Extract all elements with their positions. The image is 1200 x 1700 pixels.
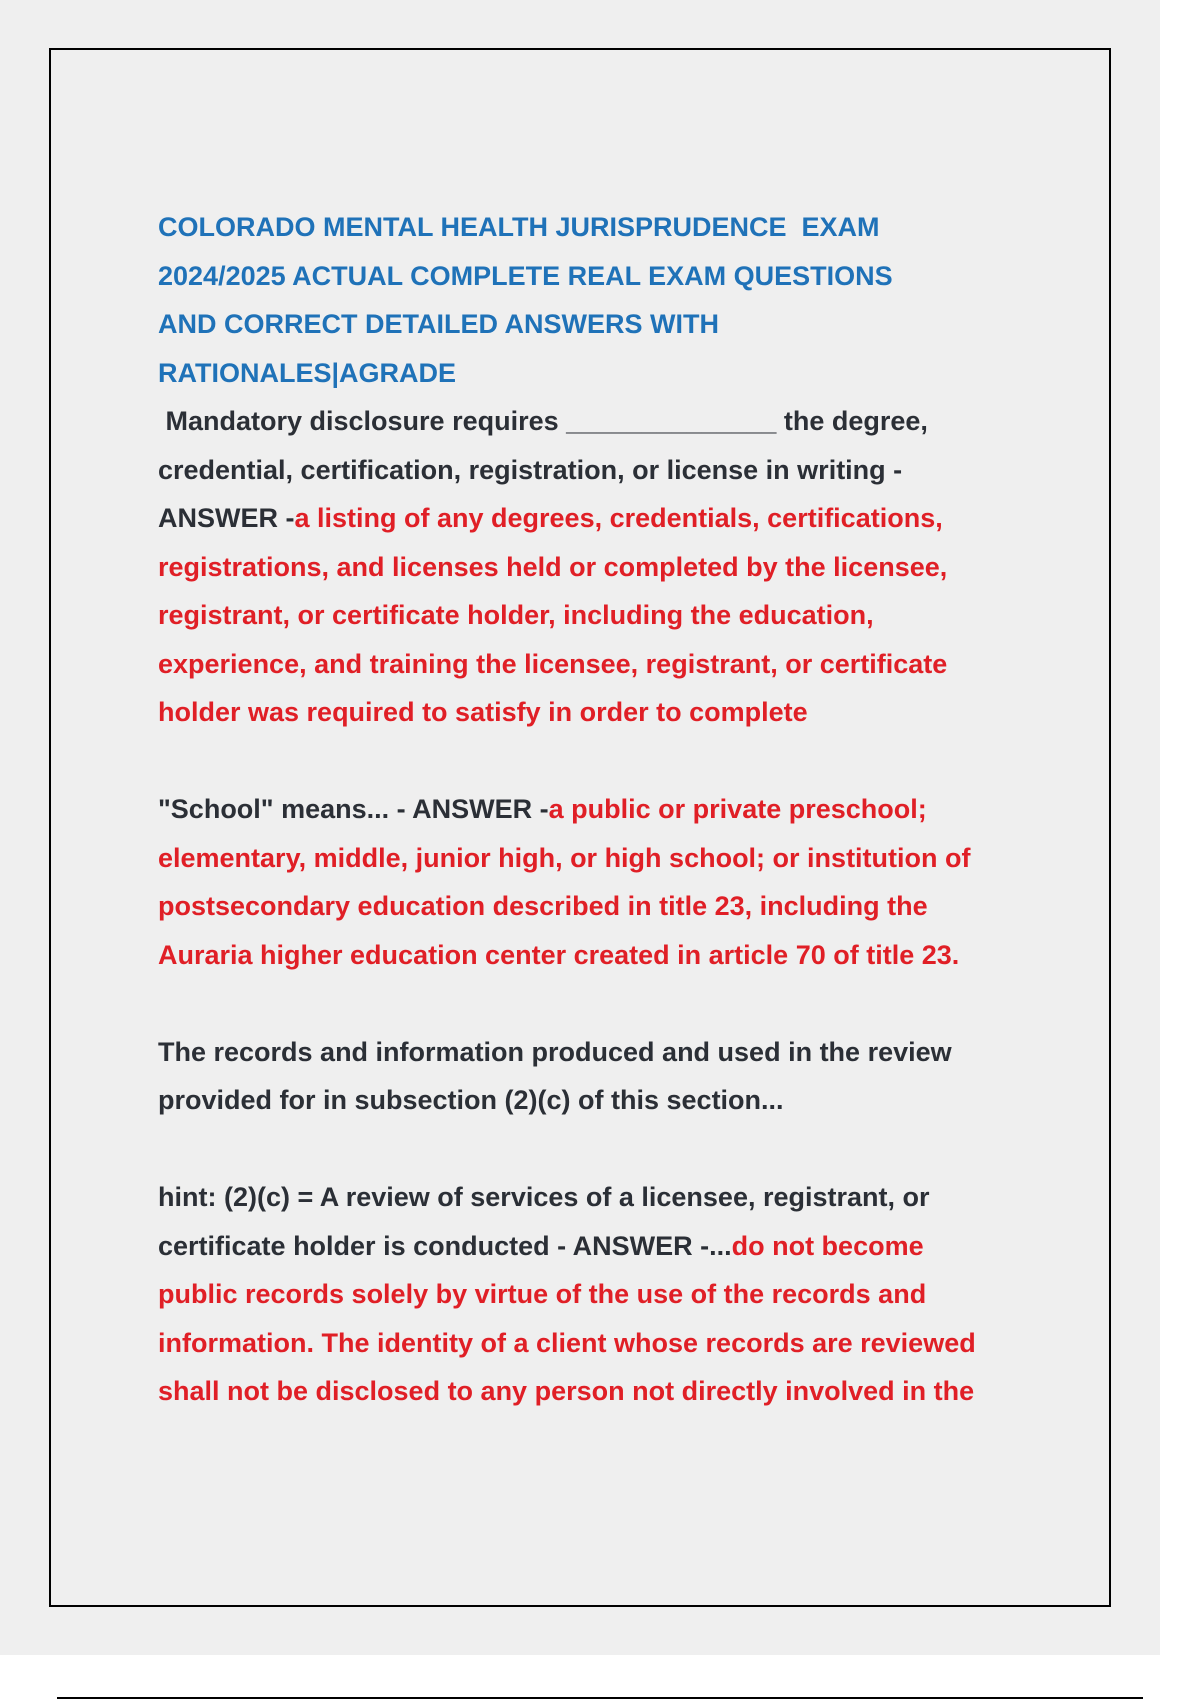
paragraph-gap xyxy=(158,737,1038,786)
question-text: The records and information produced and used in the review xyxy=(158,1036,952,1067)
question-text: hint: (2)(c) = A review of services of a licensee, registrant, or xyxy=(158,1182,930,1212)
title-line-1: COLORADO MENTAL HEALTH JURISPRUDENCE EXAM xyxy=(158,212,880,242)
answer-text: registrant, or certificate holder, including the education, xyxy=(158,600,874,630)
question-text: "School" means... - ANSWER - xyxy=(158,794,549,824)
document-content xyxy=(158,203,1038,1416)
answer-line xyxy=(158,785,1038,834)
title-line-2: 2024/2025 ACTUAL COMPLETE REAL EXAM QUESTIONS xyxy=(158,260,893,291)
qa-block-mandatory-disclosure xyxy=(158,397,1038,737)
answer-text: registrations, and licenses held or completed by the licensee, xyxy=(158,551,948,582)
paragraph-gap xyxy=(158,1125,1038,1174)
answer-text: public records solely by virtue of the use of the records and xyxy=(158,1279,927,1309)
title-line-3: AND CORRECT DETAILED ANSWERS WITH xyxy=(158,309,719,339)
answer-text: elementary, middle, junior high, or high school; or institution of xyxy=(158,842,971,873)
answer-text: postsecondary education described in title 23, including the xyxy=(158,891,928,921)
answer-line xyxy=(158,1222,1038,1271)
answer-text: information. The identity of a client whose records are reviewed xyxy=(158,1327,976,1358)
bottom-divider xyxy=(57,1697,1143,1699)
question-text: Mandatory disclosure requires ______________ the degree, xyxy=(158,406,928,436)
question-text: provided for in subsection (2)(c) of this section... xyxy=(158,1085,784,1115)
answer-text: a public or private preschool; xyxy=(548,794,927,824)
paragraph-gap xyxy=(158,979,1038,1028)
qa-block-records-review xyxy=(158,1028,1038,1125)
answer-text: do not become xyxy=(731,1230,924,1261)
answer-text: a listing of any degrees, credentials, certifications, xyxy=(294,503,943,533)
qa-block-review-hint xyxy=(158,1173,1038,1416)
document-title xyxy=(158,203,1038,397)
answer-text: shall not be disclosed to any person not directly involved in the xyxy=(158,1376,975,1406)
answer-label: ANSWER - xyxy=(158,503,295,533)
answer-line xyxy=(158,494,1038,543)
title-line-4: RATIONALES|AGRADE xyxy=(158,357,457,388)
qa-block-school-definition xyxy=(158,785,1038,979)
answer-text: holder was required to satisfy in order to complete xyxy=(158,697,808,727)
question-text: credential, certification, registration, or license in writing - xyxy=(158,454,903,485)
answer-text: experience, and training the licensee, registrant, or certificate xyxy=(158,648,948,679)
answer-label: certificate holder is conducted - ANSWER -... xyxy=(158,1230,732,1261)
answer-text: Auraria higher education center created in article 70 of title 23. xyxy=(158,939,960,970)
